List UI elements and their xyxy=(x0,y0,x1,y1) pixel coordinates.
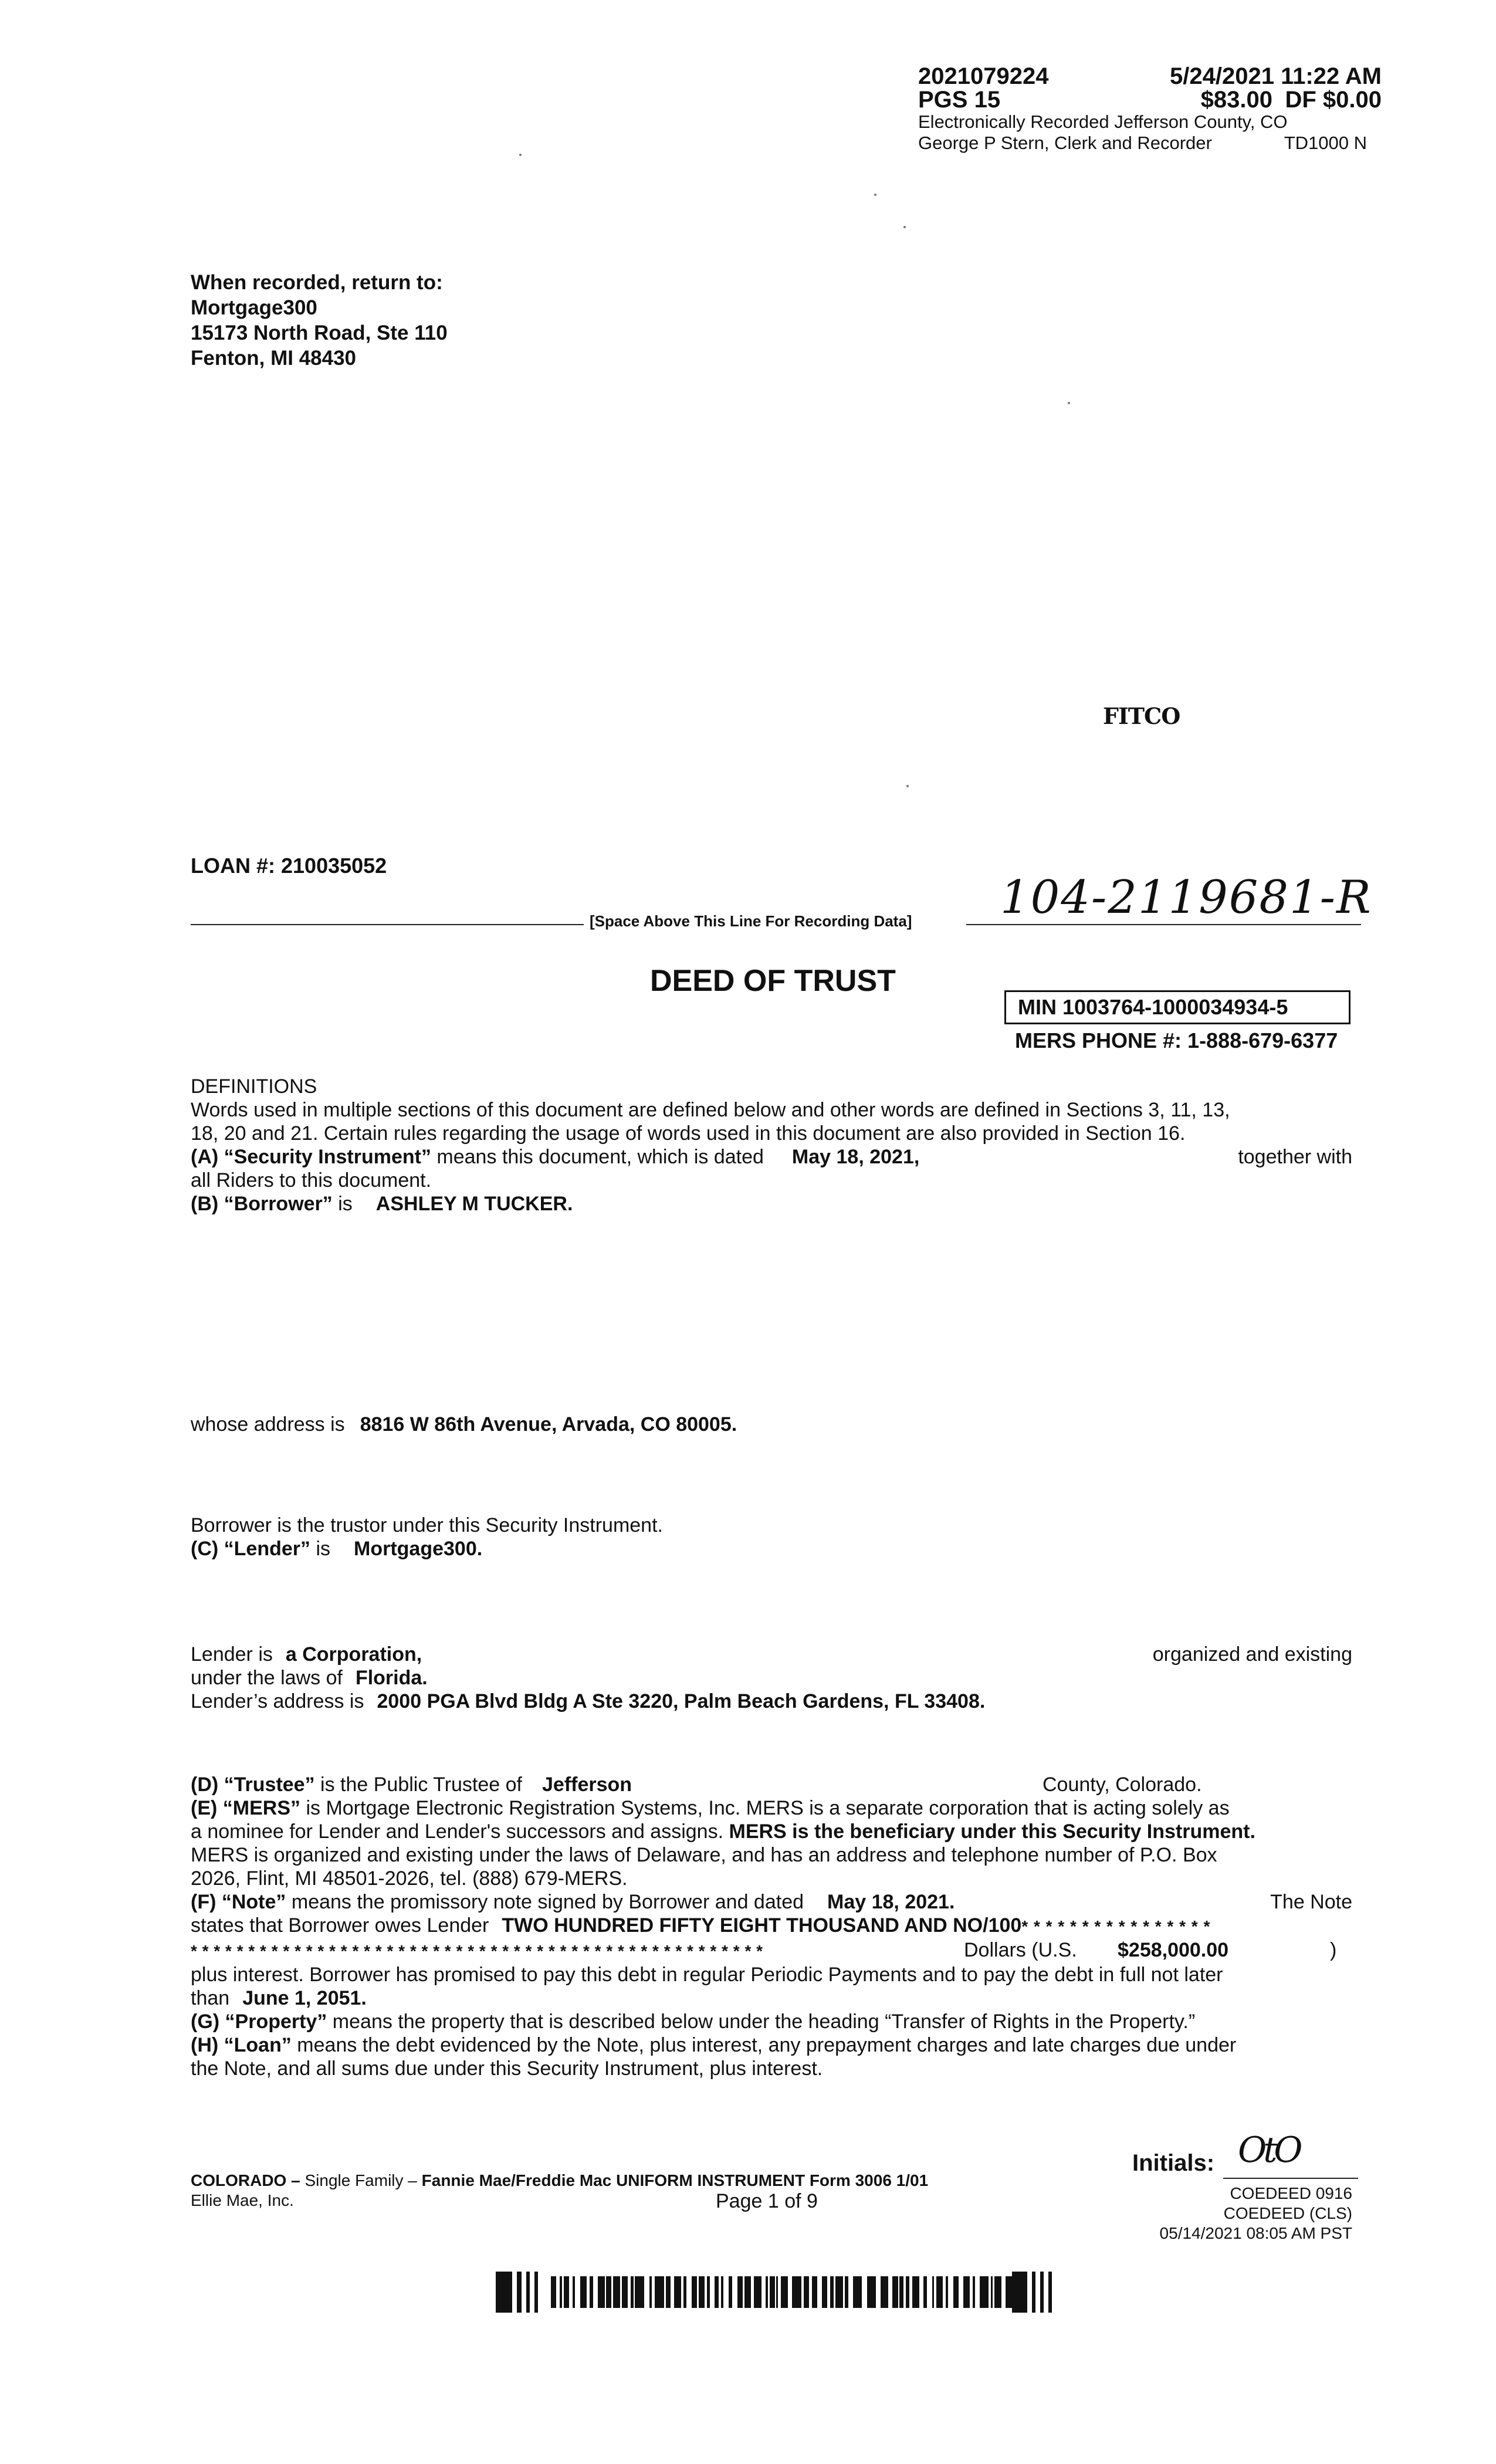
barcode-bar xyxy=(963,2276,970,2308)
barcode-bar xyxy=(1048,2272,1052,2313)
e-text-2b: MERS is the beneficiary under this Security Instrument. xyxy=(729,1820,1255,1843)
e-text-2a: a nominee for Lender and Lender's successors and assigns. xyxy=(191,1820,729,1843)
df-fee: DF $0.00 xyxy=(1285,87,1382,113)
barcode-bar xyxy=(770,2276,775,2308)
initials-signature: OtO xyxy=(1238,2130,1299,2171)
barcode-bar xyxy=(715,2276,719,2308)
stars-2: * * * * * * * * * * * * * * * * * * * * * * * * * * * * * * * * * * * * * * * * * * * * * * * * * * xyxy=(191,1942,763,1960)
b-label: (B) “Borrower” xyxy=(191,1193,333,1215)
barcode-bar xyxy=(906,2276,909,2308)
f-tail: The Note xyxy=(1270,1891,1352,1913)
barcode-bar xyxy=(804,2276,809,2308)
handwritten-reference: 104-2119681-R xyxy=(1000,871,1372,924)
e-label: (E) “MERS” xyxy=(191,1797,300,1819)
h-text-1: means the debt evidenced by the Note, plus interest, any prepayment charges and late charges due under xyxy=(291,2034,1237,2056)
c-label: (C) “Lender” xyxy=(191,1538,310,1560)
min-box xyxy=(1004,990,1351,1024)
stars-1: * * * * * * * * * * * * * * * * xyxy=(1021,1917,1211,1935)
barcode-bar xyxy=(580,2276,587,2308)
barcode-bar xyxy=(649,2276,652,2308)
borrower-name: ASHLEY M TUCKER. xyxy=(375,1193,573,1215)
barcode-bar xyxy=(835,2276,843,2308)
barcode-bar xyxy=(655,2276,664,2308)
lender-state: Florida. xyxy=(355,1667,428,1689)
footer-codes xyxy=(1144,2184,1352,2243)
document-number: 2021079224 xyxy=(918,63,1049,89)
barcode-bar xyxy=(994,2276,1001,2308)
barcode-bar xyxy=(590,2276,593,2308)
a-label: (A) “Security Instrument” xyxy=(191,1146,431,1168)
d-label: (D) “Trustee” xyxy=(191,1773,315,1796)
loan-amount: $258,000.00 xyxy=(1118,1939,1229,1961)
barcode-bar xyxy=(1012,2272,1027,2313)
form-type: Single Family – xyxy=(304,2171,422,2189)
barcode-bar xyxy=(973,2276,975,2308)
barcode-bar xyxy=(526,2272,530,2313)
e-text-3: MERS is organized and existing under the laws of Delaware, and has an address and telephone number of P.O. Box xyxy=(191,1844,1217,1866)
definition-h xyxy=(191,2033,1352,2057)
barcode-bar xyxy=(946,2276,948,2308)
definition-c xyxy=(191,1537,1352,1561)
barcode-bar xyxy=(606,2276,611,2308)
dollars-paren: ) xyxy=(1330,1939,1337,1961)
barcode-bar xyxy=(912,2276,919,2308)
definition-f xyxy=(191,1890,1352,1914)
barcode-bar xyxy=(853,2276,862,2308)
barcode-bar xyxy=(822,2276,827,2308)
form-state: COLORADO – xyxy=(191,2171,305,2189)
barcode-bar xyxy=(892,2276,898,2308)
h-text-2: the Note, and all sums due under this Security Instrument, plus interest. xyxy=(191,2057,823,2080)
document-title: DEED OF TRUST xyxy=(650,964,896,998)
barcode-bar xyxy=(781,2276,788,2308)
h-label: (H) “Loan” xyxy=(191,2034,292,2056)
footer-code-1: COEDEED 0916 xyxy=(1230,2184,1352,2202)
footer-code-2: COEDEED (CLS) xyxy=(1223,2204,1352,2222)
f-text: means the promissory note signed by Borrower and dated xyxy=(286,1891,804,1913)
title-company-stamp: FITCO xyxy=(1103,703,1180,729)
loan-number: LOAN #: 210035052 xyxy=(191,854,387,878)
e-text-4: 2026, Flint, MI 48501-2026, tel. (888) 679-MERS. xyxy=(191,1867,628,1890)
definitions-intro xyxy=(191,1075,1352,1216)
barcode-bar xyxy=(792,2276,801,2308)
lender-details xyxy=(191,1643,1352,1713)
barcode-bar xyxy=(936,2276,943,2308)
barcode-bar xyxy=(598,2276,605,2308)
intro-line-2: 18, 20 and 21. Certain rules regarding the usage of words used in this document are also provided in Section 16. xyxy=(191,1122,1186,1145)
clerk-recorder: George P Stern, Clerk and Recorder xyxy=(918,133,1212,153)
return-to-city: Fenton, MI 48430 xyxy=(191,347,357,370)
barcode-bar xyxy=(666,2276,671,2308)
return-to-heading: When recorded, return to: xyxy=(191,271,443,294)
definition-g xyxy=(191,2010,1352,2033)
barcode-bar xyxy=(776,2276,778,2308)
barcode-bar xyxy=(766,2276,768,2308)
a-date: May 18, 2021, xyxy=(791,1146,920,1168)
page-number: Page 1 of 9 xyxy=(716,2190,818,2212)
g-label: (G) “Property” xyxy=(191,2011,327,2033)
recording-datetime: 5/24/2021 11:22 AM xyxy=(1170,63,1382,89)
d-text: is the Public Trustee of xyxy=(314,1773,522,1796)
recording-fee: $83.00 xyxy=(1200,87,1272,113)
c-is: is xyxy=(310,1538,330,1560)
b-is: is xyxy=(332,1193,353,1215)
recording-code: TD1000 N xyxy=(1284,133,1367,153)
f-line-3: plus interest. Borrower has promised to pay this debt in regular Periodic Payments and to pay the debt in full not later xyxy=(191,1964,1223,1986)
organized-existing: organized and existing xyxy=(1152,1643,1352,1666)
barcode-bar xyxy=(551,2276,556,2308)
barcode-bar xyxy=(754,2276,761,2308)
footer-timestamp: 05/14/2021 08:05 AM PST xyxy=(1159,2224,1352,2242)
initials-line xyxy=(1223,2178,1358,2179)
borrower-address-line xyxy=(191,1413,1352,1436)
barcode-bar xyxy=(867,2276,876,2308)
lender-address-prefix: Lender’s address is xyxy=(191,1690,364,1712)
note-date: May 18, 2021. xyxy=(827,1891,955,1913)
barcode-bar xyxy=(881,2276,888,2308)
barcode-bar xyxy=(613,2276,620,2308)
lender-address: 2000 PGA Blvd Bldg A Ste 3220, Palm Beach Gardens, FL 33408. xyxy=(377,1690,986,1712)
f-label: (F) “Note” xyxy=(191,1891,286,1913)
a-text: means this document, which is dated xyxy=(431,1146,764,1168)
barcode-bar xyxy=(721,2276,723,2308)
a-line-2: all Riders to this document. xyxy=(191,1169,432,1192)
return-to-name: Mortgage300 xyxy=(191,296,317,319)
barcode-bar xyxy=(635,2276,644,2308)
barcode-bar xyxy=(923,2276,927,2308)
barcode-bar xyxy=(564,2276,569,2308)
mers-phone: MERS PHONE #: 1-888-679-6377 xyxy=(1015,1028,1338,1052)
barcode-bar xyxy=(1006,2276,1013,2308)
min-number: MIN 1003764-1000034934-5 xyxy=(1018,995,1288,1019)
definitions-d-h xyxy=(191,1773,1352,2080)
barcode-bar xyxy=(683,2276,686,2308)
definitions-heading: DEFINITIONS xyxy=(191,1075,317,1098)
address-prefix: whose address is xyxy=(191,1413,345,1436)
barcode-bar xyxy=(1040,2272,1044,2313)
initials-label: Initials: xyxy=(1132,2150,1215,2176)
intro-line-1: Words used in multiple sections of this document are defined below and other words are defined in Sections 3, 11, 13, xyxy=(191,1099,1230,1121)
barcode-bar xyxy=(737,2276,743,2308)
barcode-bar xyxy=(744,2276,751,2308)
barcode-bar xyxy=(729,2276,732,2308)
barcode-bar xyxy=(899,2276,903,2308)
definition-e xyxy=(191,1796,1352,1820)
barcode-bar xyxy=(622,2276,628,2308)
barcode-bar xyxy=(845,2276,848,2308)
barcode-bars xyxy=(496,2272,1052,2313)
barcode-bar xyxy=(573,2276,575,2308)
recording-county: Electronically Recorded Jefferson County, CO xyxy=(918,111,1288,132)
return-to-block xyxy=(191,270,448,371)
barcode-bar xyxy=(991,2276,993,2308)
barcode-bar xyxy=(534,2272,538,2313)
barcode-bar xyxy=(707,2276,710,2308)
loan-amount-words: TWO HUNDRED FIFTY EIGHT THOUSAND AND NO/100 xyxy=(502,1914,1022,1937)
definition-d xyxy=(191,1773,1352,1796)
barcode-bar xyxy=(699,2276,705,2308)
barcode-bar xyxy=(496,2272,512,2313)
borrower-address: 8816 W 86th Avenue, Arvada, CO 80005. xyxy=(360,1413,737,1436)
barcode-bar xyxy=(830,2276,834,2308)
lender-type: a Corporation, xyxy=(285,1643,422,1666)
barcode-bar xyxy=(953,2276,959,2308)
barcode-bar xyxy=(932,2276,934,2308)
e-text-1: is Mortgage Electronic Registration Systems, Inc. MERS is a separate corporation that is acting solely as xyxy=(300,1797,1230,1819)
barcode-bar xyxy=(692,2276,697,2308)
barcode-bar xyxy=(980,2276,989,2308)
lender-is: Lender is xyxy=(191,1643,273,1666)
form-name: Fannie Mae/Freddie Mac UNIFORM INSTRUMENT Form 3006 1/01 xyxy=(421,2171,929,2189)
maturity-date: June 1, 2051. xyxy=(242,1987,367,2009)
return-to-street: 15173 North Road, Ste 110 xyxy=(191,321,448,344)
barcode xyxy=(496,2272,1053,2313)
page-count: PGS 15 xyxy=(918,87,1001,113)
f-than: than xyxy=(191,1987,230,2009)
barcode-bar xyxy=(674,2276,681,2308)
barcode-bar xyxy=(517,2272,522,2313)
lender-name: Mortgage300. xyxy=(354,1538,483,1560)
d-tail: County, Colorado. xyxy=(1043,1773,1202,1796)
recording-stamp xyxy=(918,65,1382,154)
definition-a xyxy=(191,1145,1352,1169)
a-together: together with xyxy=(1238,1146,1352,1168)
barcode-bar xyxy=(631,2276,634,2308)
form-vendor: Ellie Mae, Inc. xyxy=(191,2191,294,2209)
lender-block xyxy=(191,1514,1352,1561)
trustee-county: Jefferson xyxy=(542,1773,632,1796)
barcode-bar xyxy=(1032,2272,1035,2313)
barcode-bar xyxy=(560,2276,562,2308)
definition-b xyxy=(191,1192,1352,1216)
barcode-bar xyxy=(812,2276,817,2308)
laws-prefix: under the laws of xyxy=(191,1667,343,1689)
f-owes: states that Borrower owes Lender xyxy=(191,1914,489,1937)
recording-data-divider xyxy=(191,910,1361,933)
trustor-line: Borrower is the trustor under this Security Instrument. xyxy=(191,1514,663,1536)
g-text: means the property that is described below under the heading “Transfer of Rights in the Property.” xyxy=(327,2011,1196,2033)
space-above-label: [Space Above This Line For Recording Data] xyxy=(590,912,912,930)
dollars-label: Dollars (U.S. xyxy=(959,1938,1077,1962)
